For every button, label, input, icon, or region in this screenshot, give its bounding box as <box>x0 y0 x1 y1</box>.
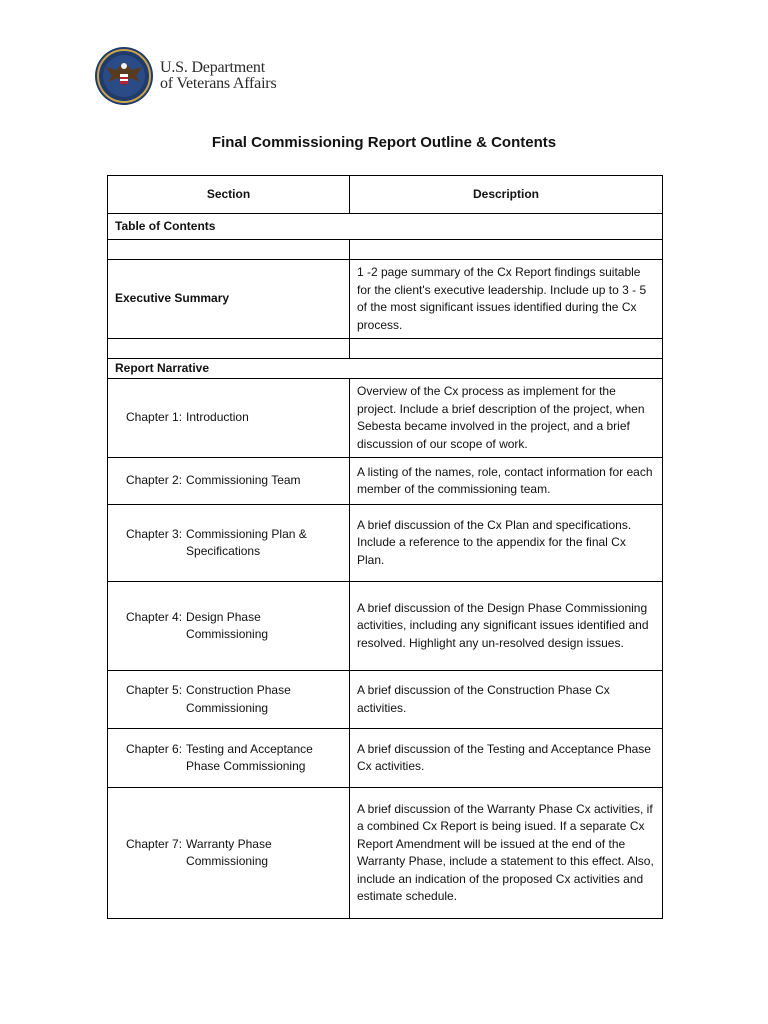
exec-summary-label: Executive Summary <box>108 260 350 339</box>
chapter-row <box>108 582 663 671</box>
department-name-line-1: U.S. Department <box>160 59 265 76</box>
chapter-number: Chapter 1: <box>126 410 183 425</box>
empty-cell <box>108 339 350 359</box>
chapter-label <box>108 458 350 505</box>
chapter-description: A brief discussion of the Construction Phase Cx activities. <box>350 671 663 729</box>
chapter-description: A listing of the names, role, contact information for each member of the commissioning team. <box>350 458 663 505</box>
chapter-name: Testing and Acceptance Phase Commissioning <box>186 741 313 773</box>
chapter-name: Design Phase Commissioning <box>186 609 269 641</box>
narrative-heading: Report Narrative <box>108 359 663 379</box>
chapter-row <box>108 671 663 729</box>
empty-cell <box>108 240 350 260</box>
header <box>94 44 276 108</box>
chapter-label <box>108 582 350 671</box>
chapter-label <box>108 379 350 458</box>
table-row <box>108 359 663 379</box>
chapter-number: Chapter 6: <box>126 741 183 756</box>
chapter-row <box>108 379 663 458</box>
column-header-section: Section <box>108 176 350 214</box>
chapter-row <box>108 505 663 582</box>
chapter-name: Commissioning Team <box>186 473 301 488</box>
chapter-label <box>108 729 350 788</box>
table-row-empty <box>108 240 663 260</box>
table-header-row <box>108 176 663 214</box>
page-title: Final Commissioning Report Outline & Contents <box>211 134 557 151</box>
chapter-row <box>108 788 663 919</box>
table-row-empty <box>108 339 663 359</box>
chapter-description: Overview of the Cx process as implement for the project. Include a brief description of the project, when Sebesta became involved in the project, and a brief discussion of our scope of work. <box>350 379 663 458</box>
chapter-label <box>108 788 350 919</box>
chapter-row <box>108 729 663 788</box>
exec-summary-description: 1 -2 page summary of the Cx Report findings suitable for the client's executive leadership. Include up to 3 - 5 of the most significant issues identified during the Cx process. <box>350 260 663 339</box>
chapter-number: Chapter 4: <box>126 609 183 624</box>
table-row <box>108 260 663 339</box>
empty-cell <box>350 339 663 359</box>
chapter-name: Commissioning Plan & Specifications <box>186 526 307 558</box>
chapter-number: Chapter 5: <box>126 683 183 697</box>
chapter-description: A brief discussion of the Cx Plan and specifications. Include a reference to the appendix for the final Cx Plan. <box>350 505 663 582</box>
chapter-number: Chapter 7: <box>126 836 183 851</box>
table-row <box>108 214 663 240</box>
chapter-description: A brief discussion of the Testing and Acceptance Phase Cx activities. <box>350 729 663 788</box>
chapter-description: A brief discussion of the Warranty Phase Cx activities, if a combined Cx Report is being isued. If a separate Cx Report Amendment will be issued at the end of the Warranty Phase, include a statement to this effect. Also, include an indication of the proposed Cx activities and estimate schedule. <box>350 788 663 919</box>
chapter-row <box>108 458 663 505</box>
toc-heading: Table of Contents <box>108 214 663 240</box>
chapter-label <box>108 671 350 729</box>
column-header-description: Description <box>350 176 663 214</box>
chapter-name: Warranty Phase Commissioning <box>186 836 272 868</box>
outline-table <box>107 175 663 919</box>
chapter-number: Chapter 2: <box>126 473 183 488</box>
va-seal-icon <box>94 46 154 106</box>
empty-cell <box>350 240 663 260</box>
chapter-name: Construction Phase Commissioning <box>186 683 291 715</box>
department-name-line-2: of Veterans Affairs <box>160 75 277 92</box>
chapter-number: Chapter 3: <box>126 526 183 541</box>
department-name <box>160 60 276 92</box>
chapter-name: Introduction <box>186 410 249 425</box>
chapter-description: A brief discussion of the Design Phase Commissioning activities, including any significant issues identified and resolved. Highlight any un-resolved design issues. <box>350 582 663 671</box>
chapter-label <box>108 505 350 582</box>
